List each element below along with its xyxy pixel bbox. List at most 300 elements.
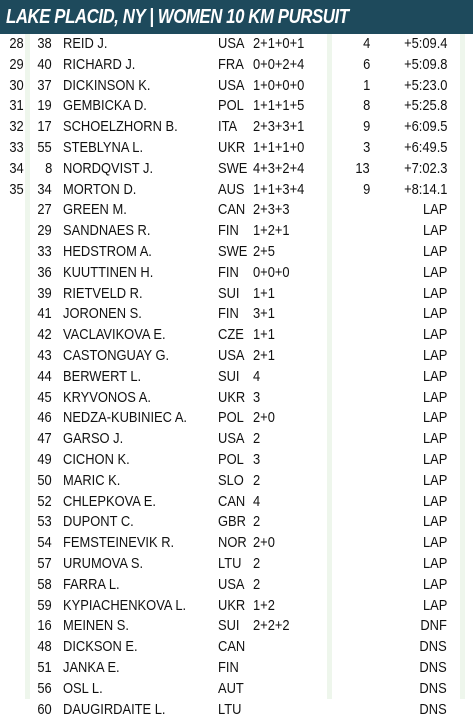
nation-code-cell-text: SUI [218,284,240,305]
nation-code-cell-text: USA [218,34,245,55]
bib-number-cell [30,679,52,700]
shooting-penalties-cell-text: 2 [253,512,260,533]
athlete-name-cell-text: MARIC K. [63,471,120,492]
bib-number-cell [30,596,52,617]
total-penalties-cell [340,533,370,554]
bib-number-cell-text: 51 [38,658,52,679]
bib-number-cell-text: 42 [38,325,52,346]
total-penalties-cell [340,304,370,325]
total-penalties-cell-text: 9 [363,180,370,201]
athlete-name-cell [63,367,154,388]
shooting-penalties-cell-text: 2+1+0+1 [253,34,304,55]
table-row [0,180,473,201]
bib-number-cell-text: 43 [38,346,52,367]
table-row [0,596,473,617]
table-row [0,616,473,637]
bib-number-cell-text: 52 [38,492,52,513]
nation-code-cell [218,388,250,409]
result-cell [375,596,447,617]
bib-number-cell [30,263,52,284]
nation-code-cell-text: NOR [218,533,247,554]
nation-code-cell-text: FIN [218,658,239,679]
bib-number-cell [30,700,52,720]
rank-cell [0,367,24,388]
bib-number-cell [30,450,52,471]
nation-code-cell [218,263,242,284]
result-cell-text: DNS [420,700,447,720]
nation-code-cell-text: FIN [218,263,239,284]
shooting-penalties-cell-text: 1+1 [253,325,275,346]
table-row [0,76,473,97]
athlete-name-cell [63,221,165,242]
total-penalties-cell [340,388,370,409]
bib-number-cell [30,388,52,409]
athlete-name-cell-text: KYPIACHENKOVA L. [63,596,186,617]
bib-number-cell-text: 40 [38,55,52,76]
nation-code-cell [218,596,250,617]
athlete-name-cell-text: HEDSTROM A. [63,242,152,263]
result-cell-text: DNS [420,679,447,700]
nation-code-cell [218,533,251,554]
nation-code-cell [218,492,250,513]
bib-number-cell [30,616,52,637]
nation-code-cell-text: LTU [218,700,241,720]
nation-code-cell-text: FIN [218,304,239,325]
total-penalties-cell [340,679,370,700]
shooting-penalties-cell [253,346,278,367]
total-penalties-cell [340,34,370,55]
rank-cell [0,679,24,700]
rank-cell [0,492,24,513]
nation-code-cell [218,429,249,450]
total-penalties-cell-text: 3 [363,138,370,159]
result-cell [375,658,447,679]
result-cell-text: +6:49.5 [404,138,447,159]
nation-code-cell-text: POL [218,450,244,471]
result-cell [375,159,447,180]
results-table [0,34,473,720]
nation-code-cell [218,346,249,367]
result-cell [375,429,447,450]
bib-number-cell [30,471,52,492]
nation-code-cell [218,367,243,388]
result-cell [375,637,447,658]
athlete-name-cell [63,304,155,325]
bib-number-cell [30,138,52,159]
athlete-name-cell [63,284,156,305]
bib-number-cell-text: 29 [38,221,52,242]
bib-number-cell-text: 45 [38,388,52,409]
rank-cell [0,658,24,679]
nation-code-cell-text: LTU [218,554,241,575]
table-row [0,55,473,76]
rank-cell [0,34,24,55]
result-cell-text: DNF [420,616,447,637]
total-penalties-cell-text: 4 [363,34,370,55]
total-penalties-cell [340,221,370,242]
shooting-penalties-cell [253,388,261,409]
rank-cell [0,138,24,159]
table-row [0,117,473,138]
result-cell [375,34,447,55]
rank-cell [0,304,24,325]
result-cell-text: LAP [423,471,447,492]
nation-code-cell [218,325,248,346]
total-penalties-cell [340,596,370,617]
athlete-name-cell-text: JORONEN S. [63,304,142,325]
total-penalties-cell [340,138,370,159]
rank-cell [0,450,24,471]
shooting-penalties-cell [253,200,296,221]
rank-cell [0,700,24,720]
rank-cell [0,221,24,242]
shooting-penalties-cell [253,616,296,637]
bib-number-cell-text: 57 [38,554,52,575]
total-penalties-cell [340,96,370,117]
total-penalties-cell [340,76,370,97]
nation-code-cell-text: GBR [218,512,246,533]
shooting-penalties-cell [253,512,261,533]
shooting-penalties-cell-text: 2+5 [253,242,275,263]
athlete-name-cell [63,492,171,513]
bib-number-cell [30,96,52,117]
bib-number-cell-text: 38 [38,34,52,55]
total-penalties-cell [340,367,370,388]
bib-number-cell [30,55,52,76]
table-row [0,512,473,533]
total-penalties-cell [340,575,370,596]
bib-number-cell-text: 47 [38,429,52,450]
bib-number-cell [30,429,52,450]
nation-code-cell-text: FIN [218,221,239,242]
rank-cell-text: 30 [10,76,24,97]
result-cell [375,554,447,575]
bib-number-cell-text: 55 [38,138,52,159]
nation-code-cell-text: UKR [218,138,245,159]
bib-number-cell-text: 36 [38,263,52,284]
bib-number-cell-text: 44 [38,367,52,388]
table-row [0,429,473,450]
table-row [0,242,473,263]
total-penalties-cell-text: 8 [363,96,370,117]
result-cell-text: +8:14.1 [404,180,447,201]
athlete-name-cell [63,512,145,533]
result-cell [375,325,447,346]
bib-number-cell [30,575,52,596]
shooting-penalties-cell [253,325,278,346]
shooting-penalties-cell-text: 2+2+2 [253,616,290,637]
table-row [0,138,473,159]
bib-number-cell [30,637,52,658]
rank-cell [0,596,24,617]
result-cell-text: LAP [423,575,447,596]
bib-number-cell [30,554,52,575]
table-row [0,700,473,720]
nation-code-cell [218,284,243,305]
athlete-name-cell-text: STEBLYNA L. [63,138,143,159]
result-cell [375,346,447,367]
bib-number-cell-text: 33 [38,242,52,263]
result-cell-text: LAP [423,429,447,450]
total-penalties-cell [340,471,370,492]
shooting-penalties-cell-text: 3+1 [253,304,275,325]
result-cell [375,304,447,325]
athlete-name-cell-text: DICKSON E. [63,637,138,658]
table-row [0,408,473,429]
nation-code-cell [218,408,248,429]
bib-number-cell [30,408,52,429]
shooting-penalties-cell [253,367,261,388]
total-penalties-cell-text: 9 [363,117,370,138]
result-cell-text: LAP [423,304,447,325]
athlete-name-cell [63,346,186,367]
athlete-name-cell [63,200,137,221]
shooting-penalties-cell [253,34,313,55]
result-cell-text: DNS [420,637,447,658]
bib-number-cell [30,512,52,533]
result-cell-text: LAP [423,450,447,471]
shooting-penalties-cell [253,242,278,263]
result-cell [375,492,447,513]
nation-code-cell [218,55,248,76]
athlete-name-cell [63,637,150,658]
athlete-name-cell-text: KUUTTINEN H. [63,263,153,284]
athlete-name-cell-text: RICHARD J. [63,55,135,76]
total-penalties-cell [340,284,370,305]
athlete-name-cell-text: OSL L. [63,679,103,700]
rank-cell [0,117,24,138]
table-row [0,492,473,513]
bib-number-cell-text: 56 [38,679,52,700]
bib-number-cell [30,117,52,138]
athlete-name-cell [63,429,133,450]
bib-number-cell-text: 53 [38,512,52,533]
result-cell [375,96,447,117]
bib-number-cell [30,159,52,180]
shooting-penalties-cell [253,554,261,575]
table-row [0,554,473,575]
athlete-name-cell [63,554,156,575]
athlete-name-cell-text: KRYVONOS A. [63,388,151,409]
nation-code-cell-text: USA [218,346,245,367]
total-penalties-cell [340,700,370,720]
total-penalties-cell-text: 6 [363,55,370,76]
nation-code-cell-text: AUT [218,679,244,700]
athlete-name-cell-text: GREEN M. [63,200,127,221]
result-cell-text: +6:09.5 [404,117,447,138]
athlete-name-cell-text: NORDQVIST J. [63,159,153,180]
shooting-penalties-cell [253,471,261,492]
result-cell [375,616,447,637]
athlete-name-cell-text: GEMBICKA D. [63,96,147,117]
bib-number-cell [30,325,52,346]
shooting-penalties-cell [253,138,313,159]
shooting-penalties-cell-text: 1+1+1+5 [253,96,304,117]
total-penalties-cell [340,346,370,367]
result-cell-text: +5:25.8 [404,96,447,117]
athlete-name-cell [63,325,182,346]
table-row [0,159,473,180]
table-row [0,346,473,367]
table-row [0,533,473,554]
nation-code-cell [218,471,248,492]
total-penalties-cell [340,325,370,346]
shooting-penalties-cell-text: 0+0+0 [253,263,290,284]
result-cell-text: DNS [420,658,447,679]
total-penalties-cell-text: 13 [356,159,370,180]
bib-number-cell [30,492,52,513]
shooting-penalties-cell [253,533,278,554]
bib-number-cell-text: 19 [38,96,52,117]
result-cell [375,221,447,242]
athlete-name-cell [63,616,140,637]
result-cell [375,242,447,263]
result-cell-text: LAP [423,533,447,554]
athlete-name-cell-text: DUPONT C. [63,512,134,533]
nation-code-cell-text: SWE [218,159,247,180]
rank-cell [0,554,24,575]
shooting-penalties-cell-text: 2+0 [253,533,275,554]
nation-code-cell [218,616,243,637]
table-row [0,679,473,700]
athlete-name-cell [63,159,168,180]
nation-code-cell-text: CAN [218,200,245,221]
result-cell [375,575,447,596]
athlete-name-cell [63,596,206,617]
nation-code-cell [218,700,245,720]
shooting-penalties-cell [253,55,313,76]
athlete-name-cell-text: SCHOELZHORN B. [63,117,178,138]
total-penalties-cell [340,616,370,637]
table-row [0,263,473,284]
result-cell [375,450,447,471]
result-cell [375,533,447,554]
result-cell-text: LAP [423,325,447,346]
result-cell-text: LAP [423,492,447,513]
nation-code-cell-text: FRA [218,55,244,76]
shooting-penalties-cell-text: 1+1+3+4 [253,180,304,201]
result-cell [375,138,447,159]
nation-code-cell-text: USA [218,76,245,97]
result-cell-text: LAP [423,596,447,617]
shooting-penalties-cell [253,117,313,138]
rank-cell [0,242,24,263]
total-penalties-cell [340,180,370,201]
nation-code-cell [218,679,248,700]
shooting-penalties-cell-text: 2 [253,471,260,492]
nation-code-cell-text: ITA [218,117,237,138]
nation-code-cell-text: CAN [218,492,245,513]
athlete-name-cell [63,658,129,679]
total-penalties-cell [340,637,370,658]
shooting-penalties-cell-text: 2+1 [253,346,275,367]
rank-cell [0,200,24,221]
nation-code-cell-text: AUS [218,180,245,201]
rank-cell [0,429,24,450]
result-cell-text: LAP [423,200,447,221]
shooting-penalties-cell [253,596,278,617]
shooting-penalties-cell [253,263,296,284]
table-row [0,325,473,346]
bib-number-cell-text: 27 [38,200,52,221]
total-penalties-cell [340,408,370,429]
rank-cell [0,76,24,97]
total-penalties-cell [340,554,370,575]
bib-number-cell-text: 39 [38,284,52,305]
result-cell [375,117,447,138]
result-cell [375,55,447,76]
result-cell-text: +5:09.8 [404,55,447,76]
total-penalties-cell [340,242,370,263]
result-cell-text: LAP [423,367,447,388]
shooting-penalties-cell [253,492,261,513]
shooting-penalties-cell [253,221,296,242]
bib-number-cell [30,76,52,97]
rank-cell [0,575,24,596]
nation-code-cell [218,575,249,596]
result-cell [375,76,447,97]
nation-code-cell-text: UKR [218,596,245,617]
athlete-name-cell [63,388,165,409]
rank-cell-text: 33 [10,138,24,159]
bib-number-cell-text: 17 [38,117,52,138]
shooting-penalties-cell-text: 1+0+0+0 [253,76,304,97]
shooting-penalties-cell [253,284,278,305]
athlete-name-cell-text: MORTON D. [63,180,136,201]
shooting-penalties-cell [253,429,261,450]
shooting-penalties-cell-text: 1+1 [253,284,275,305]
bib-number-cell [30,284,52,305]
rank-cell [0,263,24,284]
nation-code-cell [218,658,242,679]
athlete-name-cell-text: JANKA E. [63,658,120,679]
rank-cell-text: 31 [10,96,24,117]
athlete-name-cell-text: REID J. [63,34,107,55]
result-cell-text: LAP [423,284,447,305]
rank-cell [0,96,24,117]
rank-cell-text: 34 [10,159,24,180]
nation-code-cell-text: UKR [218,388,245,409]
total-penalties-cell [340,263,370,284]
result-cell [375,284,447,305]
athlete-name-cell-text: CICHON K. [63,450,130,471]
nation-code-cell-text: SWE [218,242,247,263]
athlete-name-cell [63,263,168,284]
shooting-penalties-cell-text: 2+3+3+1 [253,117,304,138]
rank-cell [0,388,24,409]
shooting-penalties-cell-text: 2 [253,429,260,450]
result-cell [375,700,447,720]
athlete-name-cell-text: RIETVELD R. [63,284,143,305]
table-row [0,304,473,325]
table-row [0,575,473,596]
shooting-penalties-cell-text: 4 [253,492,260,513]
bib-number-cell-text: 41 [38,304,52,325]
athlete-name-cell [63,76,165,97]
athlete-name-cell [63,117,196,138]
result-cell [375,388,447,409]
athlete-name-cell-text: SANDNAES R. [63,221,150,242]
nation-code-cell [218,304,242,325]
rank-cell [0,346,24,367]
nation-code-cell-text: SUI [218,616,240,637]
athlete-name-cell [63,180,148,201]
result-cell-text: LAP [423,346,447,367]
bib-number-cell-text: 8 [45,159,52,180]
table-row [0,637,473,658]
rank-cell-text: 28 [10,34,24,55]
rank-cell [0,180,24,201]
